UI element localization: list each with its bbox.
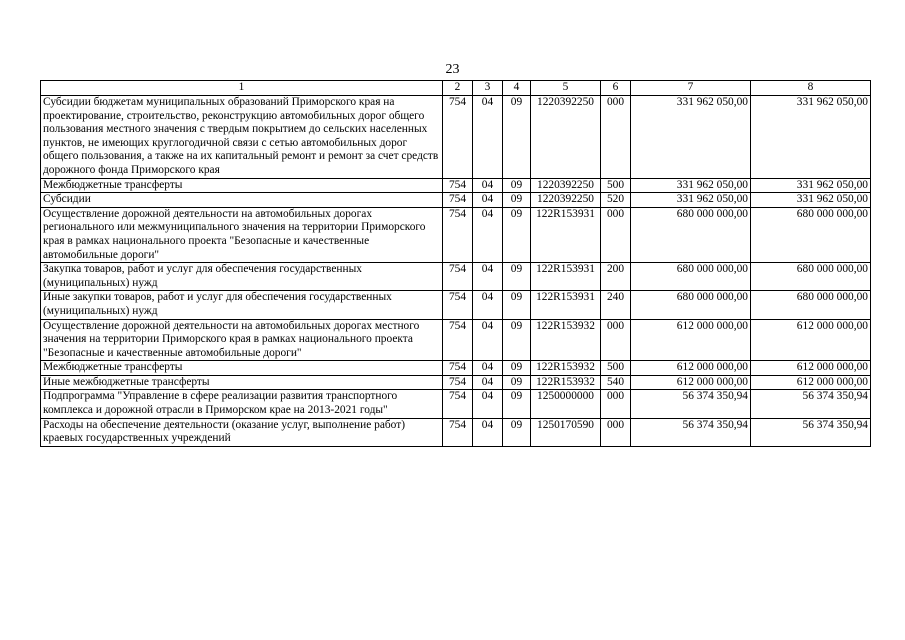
amount-2020-cell: 331 962 050,00	[631, 193, 751, 208]
ministry-code-cell: 754	[443, 178, 473, 193]
target-article-cell: 1220392250	[531, 178, 601, 193]
subsection-code-cell: 09	[503, 361, 531, 376]
expense-type-cell: 500	[601, 178, 631, 193]
ministry-code-cell: 754	[443, 263, 473, 291]
amount-2021-cell: 680 000 000,00	[751, 207, 871, 262]
column-header: 8	[751, 81, 871, 96]
target-article-cell: 122R153932	[531, 361, 601, 376]
section-code-cell: 04	[473, 418, 503, 446]
amount-2020-cell: 612 000 000,00	[631, 375, 751, 390]
amount-2020-cell: 56 374 350,94	[631, 390, 751, 418]
amount-2020-cell: 56 374 350,94	[631, 418, 751, 446]
target-article-cell: 1220392250	[531, 96, 601, 179]
target-article-cell: 122R153932	[531, 319, 601, 361]
subsection-code-cell: 09	[503, 291, 531, 319]
table-row	[41, 291, 871, 319]
amount-2020-cell: 680 000 000,00	[631, 207, 751, 262]
expense-type-cell: 000	[601, 390, 631, 418]
ministry-code-cell: 754	[443, 96, 473, 179]
ministry-code-cell: 754	[443, 390, 473, 418]
table-row	[41, 263, 871, 291]
column-header: 2	[443, 81, 473, 96]
subsection-code-cell: 09	[503, 375, 531, 390]
subsection-code-cell: 09	[503, 418, 531, 446]
ministry-code-cell: 754	[443, 291, 473, 319]
ministry-code-cell: 754	[443, 375, 473, 390]
subsection-code-cell: 09	[503, 207, 531, 262]
subsection-code-cell: 09	[503, 390, 531, 418]
section-code-cell: 04	[473, 96, 503, 179]
amount-2021-cell: 331 962 050,00	[751, 178, 871, 193]
expense-type-cell: 500	[601, 361, 631, 376]
subsection-code-cell: 09	[503, 96, 531, 179]
target-article-cell: 122R153931	[531, 291, 601, 319]
target-article-cell: 122R153931	[531, 263, 601, 291]
row-name-cell: Закупка товаров, работ и услуг для обеспечения государственных (муниципальных) нужд	[41, 263, 443, 291]
page-number: 23	[445, 62, 460, 77]
amount-2020-cell: 331 962 050,00	[631, 178, 751, 193]
table-row	[41, 193, 871, 208]
amount-2021-cell: 612 000 000,00	[751, 319, 871, 361]
table-row	[41, 390, 871, 418]
table-row	[41, 361, 871, 376]
row-name-cell: Иные закупки товаров, работ и услуг для обеспечения государственных (муниципальных) нужд	[41, 291, 443, 319]
section-code-cell: 04	[473, 390, 503, 418]
row-name-cell: Расходы на обеспечение деятельности (оказание услуг, выполнение работ) краевых государственных учреждений	[41, 418, 443, 446]
amount-2020-cell: 680 000 000,00	[631, 263, 751, 291]
section-code-cell: 04	[473, 291, 503, 319]
table-row	[41, 418, 871, 446]
amount-2020-cell: 612 000 000,00	[631, 319, 751, 361]
row-name-cell: Субсидии бюджетам муниципальных образований Приморского края на проектирование, строительство, реконструкцию автомобильных дорог общего пользования местного значения с твердым покрытием до сельских населенных пунктов, не имеющих круглогодичной связи с сетью автомобильных дорог общего пользования, а также на их капитальный ремонт и ремонт за счет средств дорожного фонда Приморского края	[41, 96, 443, 179]
target-article-cell: 1220392250	[531, 193, 601, 208]
target-article-cell: 122R153932	[531, 375, 601, 390]
expense-type-cell: 000	[601, 319, 631, 361]
column-header: 5	[531, 81, 601, 96]
column-header: 3	[473, 81, 503, 96]
ministry-code-cell: 754	[443, 207, 473, 262]
row-name-cell: Межбюджетные трансферты	[41, 178, 443, 193]
ministry-code-cell: 754	[443, 418, 473, 446]
expense-type-cell: 540	[601, 375, 631, 390]
expense-type-cell: 240	[601, 291, 631, 319]
row-name-cell: Подпрограмма "Управление в сфере реализации развития транспортного комплекса и дорожной отрасли в Приморском крае на 2013-2021 годы"	[41, 390, 443, 418]
column-header: 7	[631, 81, 751, 96]
amount-2021-cell: 56 374 350,94	[751, 418, 871, 446]
table-row	[41, 96, 871, 179]
subsection-code-cell: 09	[503, 178, 531, 193]
section-code-cell: 04	[473, 319, 503, 361]
row-name-cell: Субсидии	[41, 193, 443, 208]
expense-type-cell: 000	[601, 418, 631, 446]
section-code-cell: 04	[473, 263, 503, 291]
amount-2021-cell: 680 000 000,00	[751, 263, 871, 291]
amount-2021-cell: 331 962 050,00	[751, 96, 871, 179]
expense-type-cell: 200	[601, 263, 631, 291]
amount-2021-cell: 56 374 350,94	[751, 390, 871, 418]
amount-2020-cell: 331 962 050,00	[631, 96, 751, 179]
ministry-code-cell: 754	[443, 193, 473, 208]
header-row	[41, 81, 871, 96]
amount-2021-cell: 612 000 000,00	[751, 361, 871, 376]
amount-2020-cell: 680 000 000,00	[631, 291, 751, 319]
ministry-code-cell: 754	[443, 361, 473, 376]
table-row	[41, 319, 871, 361]
expense-type-cell: 000	[601, 207, 631, 262]
section-code-cell: 04	[473, 375, 503, 390]
budget-table	[40, 80, 871, 447]
expense-type-cell: 000	[601, 96, 631, 179]
subsection-code-cell: 09	[503, 263, 531, 291]
row-name-cell: Межбюджетные трансферты	[41, 361, 443, 376]
section-code-cell: 04	[473, 178, 503, 193]
table-row	[41, 207, 871, 262]
subsection-code-cell: 09	[503, 319, 531, 361]
row-name-cell: Иные межбюджетные трансферты	[41, 375, 443, 390]
target-article-cell: 122R153931	[531, 207, 601, 262]
section-code-cell: 04	[473, 207, 503, 262]
section-code-cell: 04	[473, 361, 503, 376]
row-name-cell: Осуществление дорожной деятельности на автомобильных дорогах регионального или межмуниципального значения на территории Приморского края в рамках национального проекта "Безопасные и качественные автомобильные дороги"	[41, 207, 443, 262]
row-name-cell: Осуществление дорожной деятельности на автомобильных дорогах местного значения на территории Приморского края в рамках национального проекта "Безопасные и качественные автомобильные дороги"	[41, 319, 443, 361]
column-header: 1	[41, 81, 443, 96]
amount-2020-cell: 612 000 000,00	[631, 361, 751, 376]
amount-2021-cell: 612 000 000,00	[751, 375, 871, 390]
target-article-cell: 1250000000	[531, 390, 601, 418]
column-header: 4	[503, 81, 531, 96]
target-article-cell: 1250170590	[531, 418, 601, 446]
amount-2021-cell: 680 000 000,00	[751, 291, 871, 319]
expense-type-cell: 520	[601, 193, 631, 208]
section-code-cell: 04	[473, 193, 503, 208]
table-row	[41, 178, 871, 193]
column-header: 6	[601, 81, 631, 96]
table-row	[41, 375, 871, 390]
amount-2021-cell: 331 962 050,00	[751, 193, 871, 208]
ministry-code-cell: 754	[443, 319, 473, 361]
subsection-code-cell: 09	[503, 193, 531, 208]
